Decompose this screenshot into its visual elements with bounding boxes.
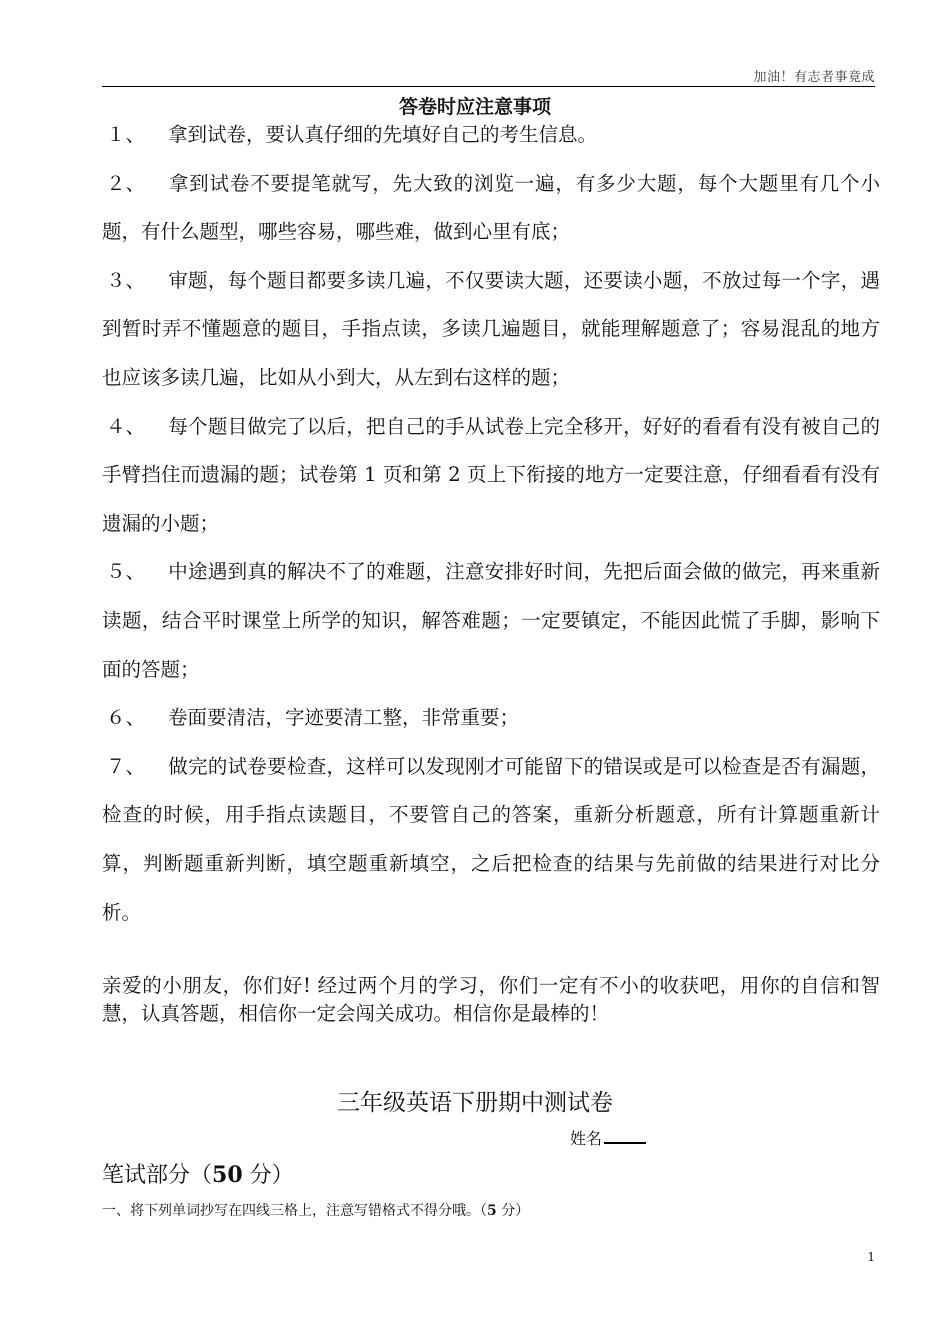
notice-item-6 bbox=[102, 694, 880, 743]
page-number: 1 bbox=[867, 1250, 875, 1264]
section-title bbox=[102, 1158, 294, 1189]
notice-item-7 bbox=[102, 743, 880, 937]
header-divider bbox=[102, 86, 875, 87]
notice-item-text: 卷面要清洁，字迹要清工整，非常重要； bbox=[168, 706, 520, 730]
notice-list bbox=[102, 111, 880, 937]
notice-item-text: 中途遇到真的解决不了的难题，注意安排好时间，先把后面会做的做完，再来重新读题，结合平时课堂上所学的知识，解答难题；一定要镇定，不能因此慌了手脚，影响下面的答题； bbox=[102, 560, 880, 681]
notice-item-2 bbox=[102, 160, 880, 257]
notice-item-number: ６、 bbox=[106, 706, 146, 730]
notice-item-1 bbox=[102, 111, 880, 160]
notice-item-5 bbox=[102, 548, 880, 694]
notice-item-text: 做完的试卷要检查，这样可以发现刚才可能留下的错误或是可以检查是否有漏题，检查的时候，用手指点读题目，不要管自己的答案，重新分析题意，所有计算题重新计算，判断题重新判断，填空题重新填空，之后把检查的结果与先前做的结果进行对比分析。 bbox=[102, 754, 880, 924]
notice-item-number: １、 bbox=[106, 123, 146, 146]
notice-item-number: ３、 bbox=[106, 268, 146, 292]
notice-item-text: 拿到试卷不要提笔就写，先大致的浏览一遍，有多少大题，每个大题里有几个小题，有什么题型，哪些容易，哪些难，做到心里有底； bbox=[102, 171, 880, 244]
notice-item-number: ７、 bbox=[106, 754, 146, 778]
notice-item-text: 审题，每个题目都要多读几遍，不仅要读大题，还要读小题，不放过每一个字，遇到暂时弄不懂题意的题目，手指点读，多读几遍题目，就能理解题意了；容易混乱的地方也应该多读几遍，比如从小到大，从左到右这样的题； bbox=[102, 268, 880, 389]
notice-item-number: ５、 bbox=[106, 560, 146, 584]
section-title-text: 笔试部分（ bbox=[102, 1163, 213, 1188]
greeting-paragraph: 亲爱的小朋友，你们好! 经过两个月的学习，你们一定有不小的收获吧，用你的自信和智慧，认真答题，相信你一定会闯关成功。相信你是最棒的！ bbox=[102, 974, 880, 1025]
section-title-suffix: 分） bbox=[242, 1163, 294, 1188]
notice-item-text: 拿到试卷，要认真仔细的先填好自己的考生信息。 bbox=[168, 123, 598, 146]
section-points: 50 bbox=[212, 1162, 243, 1188]
notice-item-number: ２、 bbox=[106, 171, 146, 195]
name-blank-line[interactable] bbox=[604, 1128, 646, 1144]
notice-item-text: 每个题目做完了以后，把自己的手从试卷上完全移开，好好的看看有没有被自己的手臂挡住而遗漏的题；试卷第 1 页和第 2 页上下衔接的地方一定要注意，仔细看看有没有遗漏的小题； bbox=[102, 414, 880, 535]
question-1-instruction bbox=[102, 1200, 529, 1220]
question-1-suffix: 分） bbox=[496, 1203, 530, 1219]
question-1-text: 一、将下列单词抄写在四线三格上，注意写错格式不得分哦。（ bbox=[102, 1203, 487, 1219]
header-motto: 加油！有志者事竟成 bbox=[753, 70, 875, 85]
notice-item-number: ４、 bbox=[106, 414, 146, 438]
exam-title: 三年级英语下册期中测试卷 bbox=[337, 1090, 613, 1116]
name-label: 姓名 bbox=[570, 1129, 603, 1148]
notice-item-3 bbox=[102, 257, 880, 403]
name-field bbox=[570, 1126, 646, 1149]
notice-item-4 bbox=[102, 403, 880, 549]
question-1-points: 5 bbox=[487, 1203, 497, 1219]
notice-title: 答卷时应注意事项 bbox=[398, 96, 551, 118]
